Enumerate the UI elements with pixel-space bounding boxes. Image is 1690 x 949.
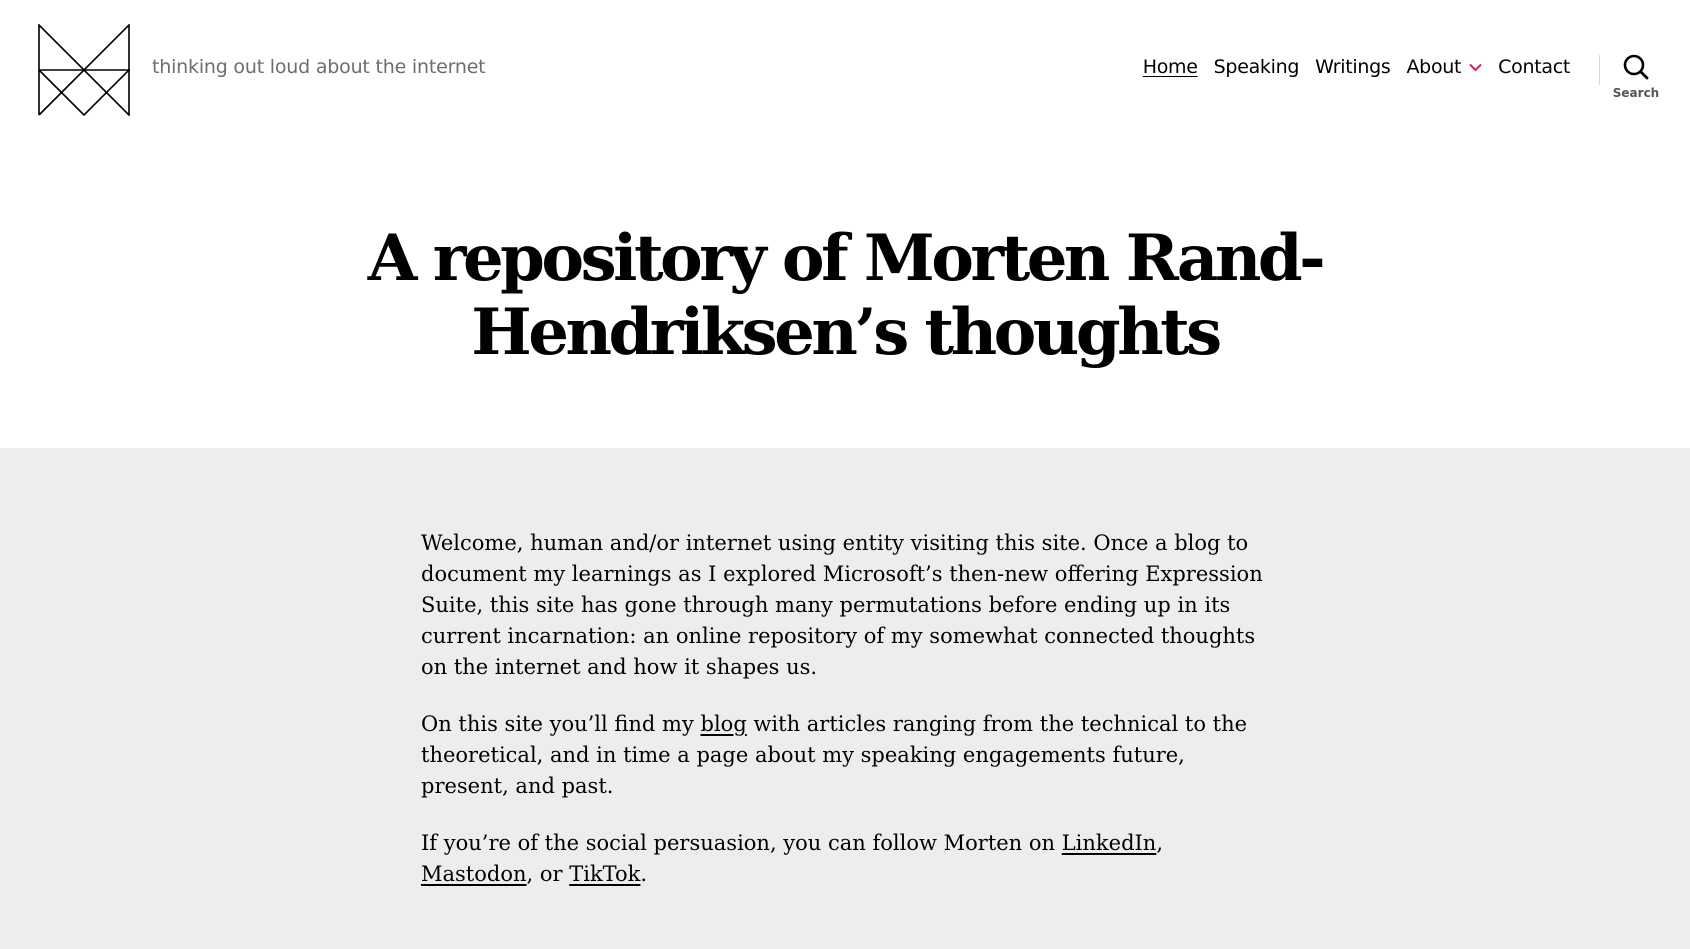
intro-paragraph-3: [421, 828, 1271, 890]
p2-text-after: with articles ranging from the technical to the theoretical, and in time a page about my speaking engagements future, present, and past.: [421, 712, 1248, 798]
search-label: Search: [1612, 86, 1660, 100]
tiktok-link[interactable]: TikTok: [569, 862, 641, 886]
site-logo-icon[interactable]: [38, 24, 130, 116]
p3-sep-2: , or: [526, 862, 570, 886]
nav-item-writings[interactable]: Writings: [1315, 56, 1391, 78]
mastodon-link[interactable]: Mastodon: [421, 862, 527, 886]
nav-item-speaking[interactable]: Speaking: [1213, 56, 1300, 78]
p3-end: .: [640, 862, 648, 886]
p2-text-before: On this site you’ll find my: [421, 712, 701, 736]
search-icon: [1623, 54, 1649, 80]
nav-item-about-label: About: [1406, 56, 1462, 78]
nav-item-home[interactable]: Home: [1142, 56, 1198, 78]
chevron-down-icon[interactable]: [1469, 63, 1482, 72]
page-title: A repository of Morten Rand-Hendriksen’s thoughts: [367, 221, 1323, 370]
p3-sep-1: ,: [1156, 831, 1164, 855]
nav-divider: [1599, 55, 1600, 85]
p3-text-before: If you’re of the social persuasion, you can follow Morten on: [421, 831, 1062, 855]
intro-paragraph-1: Welcome, human and/or internet using entity visiting this site. Once a blog to document my learnings as I explored Microsoft’s then-new offering Expression Suite, this site has gone through many permutations before ending up in its current incarnation: an online repository of my somewhat connected thoughts on the internet and how it shapes us.: [421, 531, 1263, 679]
nav-item-about[interactable]: [1406, 56, 1482, 78]
linkedin-link[interactable]: LinkedIn: [1061, 831, 1157, 855]
intro-section: [0, 448, 1690, 949]
search-button[interactable]: [1604, 54, 1668, 100]
site-tagline: thinking out loud about the internet: [152, 56, 486, 78]
intro-text: [421, 528, 1271, 916]
site-header: [0, 0, 1690, 448]
blog-link[interactable]: blog: [700, 712, 747, 736]
intro-paragraph-2: [421, 709, 1271, 802]
nav-item-contact[interactable]: Contact: [1498, 56, 1570, 78]
primary-nav: [1127, 56, 1570, 78]
